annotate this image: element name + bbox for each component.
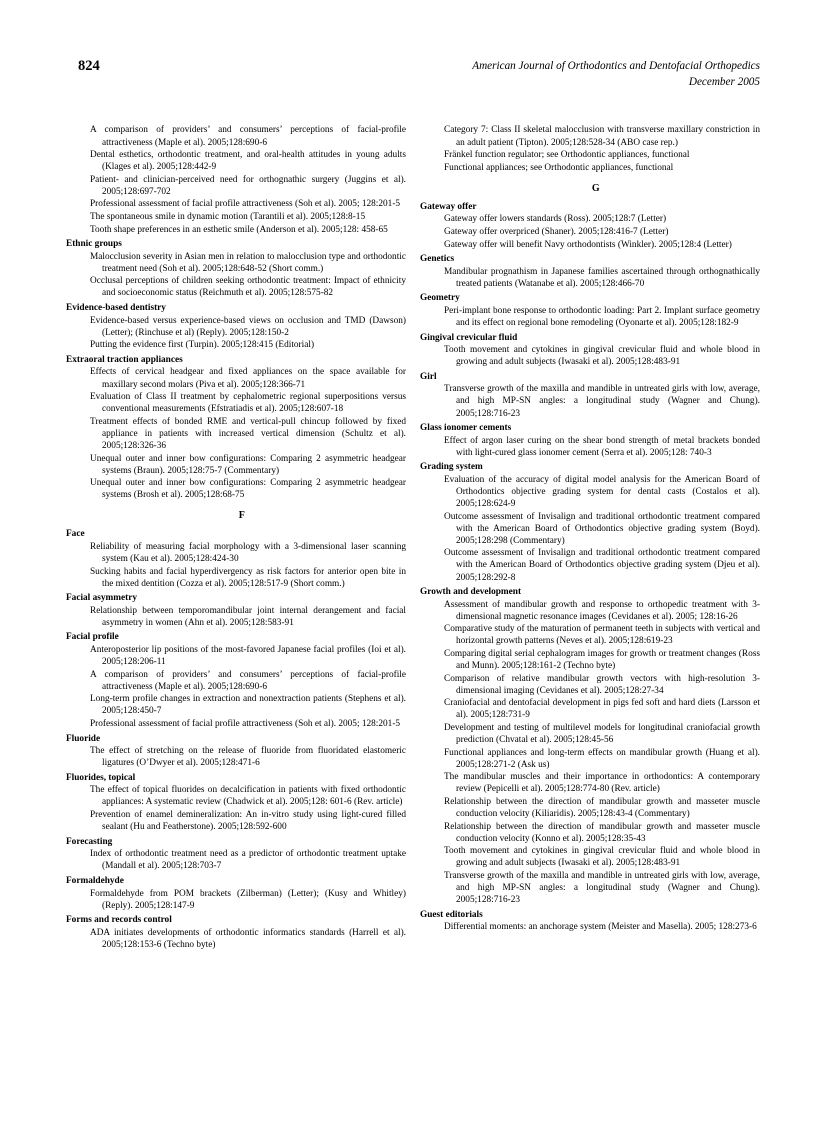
index-entry: The mandibular muscles and their importance in orthodontics: A contemporary review (Pepicelli et al). 2005;128:774-80 (Rev. article) — [444, 772, 760, 795]
index-entry: Relationship between the direction of mandibular growth and masseter muscle conduction velocity (Konno et al). 2005;128:35-43 — [444, 821, 760, 844]
index-entry: Evaluation of the accuracy of digital model analysis for the American Board of Orthodontics objective grading system for dental casts (Costalos et al). 2005;128:624-9 — [444, 474, 760, 510]
index-entry: Gateway offer overpriced (Shaner). 2005;128:416-7 (Letter) — [444, 226, 669, 237]
alphabet-divider: G — [591, 182, 601, 194]
page-number: 824 — [78, 58, 100, 74]
index-entry: Outcome assessment of Invisalign and traditional orthodontic treatment compared with the American Board of Orthodontics objective grading system (Boyd). 2005;128:298 (Commentary) — [444, 511, 760, 546]
index-entry: Relationship between temporomandibular joint internal derangement and facial asymmetry in women (Ahn et al). 2005;128:583-91 — [90, 605, 406, 628]
index-entry: Unequal outer and inner bow configurations: Comparing 2 asymmetric headgear systems (Braun). 2005;128:75-7 (Commentary) — [90, 453, 406, 476]
index-entry: Functional appliances; see Orthodontic appliances, functional — [444, 162, 674, 173]
index-entry: Transverse growth of the maxilla and mandible in untreated girls with low, average, and high MP-SN angles: a longitudinal study (Wagner and Chung). 2005;128:716-23 — [444, 384, 760, 419]
index-entry: Evidence-based versus experience-based views on occlusion and TMD (Dawson) (Letter); (Rinchuse et al) (Reply). 2005;128:150-2 — [90, 315, 406, 338]
index-entry: Differential moments: an anchorage system (Meister and Masella). 2005; 128:273-6 — [444, 922, 757, 933]
index-entry: Prevention of enamel demineralization: An in-vitro study using light-cured filled sealant (Hu and Featherstone). 2005;128:592-600 — [90, 810, 406, 833]
index-entry: Fränkel function regulator; see Orthodontic appliances, functional — [444, 150, 690, 161]
index-entry: Tooth shape preferences in an esthetic smile (Anderson et al). 2005;128: 458-65 — [90, 224, 388, 235]
journal-issue-date: December 2005 — [688, 76, 760, 89]
index-heading: Guest editorials — [420, 909, 483, 920]
index-entry: Putting the evidence first (Turpin). 2005;128:415 (Editorial) — [90, 340, 315, 351]
index-heading: Forecasting — [66, 836, 113, 847]
index-heading: Extraoral traction appliances — [66, 354, 183, 365]
index-entry: Comparing digital serial cephalogram images for growth or treatment changes (Ross and Munn). 2005;128:161-2 (Techno byte) — [444, 649, 760, 672]
index-entry: Evaluation of Class II treatment by cephalometric regional superpositions versus conventional measurements (Efstratiadis et al). 2005;128:607-18 — [90, 392, 406, 415]
index-entry: Mandibular prognathism in Japanese families ascertained through orthognathically treated patients (Watanabe et al). 2005;128:466-70 — [444, 266, 760, 289]
index-entry: Effects of cervical headgear and fixed appliances on the space available for maxillary second molars (Piva et al). 2005;128:366-71 — [90, 367, 406, 390]
page-header — [78, 58, 760, 90]
journal-title: American Journal of Orthodontics and Dentofacial Orthopedics — [472, 60, 760, 72]
index-entry: Peri-implant bone response to orthodontic loading: Part 2. Implant surface geometry and its effect on regional bone remodeling (Oyonarte et al). 2005;128:182-9 — [444, 305, 760, 328]
index-entry: Transverse growth of the maxilla and mandible in untreated girls with low, average, and high MP-SN angles: a longitudinal study (Wagner and Chung). 2005;128:716-23 — [444, 870, 760, 906]
index-entry: The spontaneous smile in dynamic motion (Tarantili et al). 2005;128:8-15 — [90, 212, 366, 223]
index-heading: Face — [66, 529, 85, 540]
index-entry: Outcome assessment of Invisalign and traditional orthodontic treatment compared with the American Board of Orthodontics objective grading system (Djeu et al). 2005;128:292-8 — [444, 548, 760, 583]
index-entry: Craniofacial and dentofacial development in pigs fed soft and hard diets (Larsson et al). 2005;128:731-9 — [444, 698, 760, 721]
index-heading: Geometry — [420, 293, 460, 304]
index-entry: ADA initiates developments of orthodontic informatics standards (Harrell et al). 2005;128:153-6 (Techno byte) — [90, 927, 406, 950]
index-heading: Grading system — [420, 462, 483, 473]
index-heading: Evidence-based dentistry — [66, 303, 166, 314]
index-entry: Professional assessment of facial profile attractiveness (Soh et al). 2005; 128:201-5 — [90, 718, 401, 729]
index-columns — [66, 124, 760, 951]
index-heading: Fluorides, topical — [66, 772, 136, 783]
index-entry: Comparison of relative mandibular growth vectors with high-resolution 3-dimensional imaging (Cevidanes et al). 2005;128:27-34 — [444, 673, 760, 696]
index-heading: Fluoride — [66, 733, 101, 744]
index-entry: Relationship between the direction of mandibular growth and masseter muscle conduction velocity (Kiliaridis). 2005;128:43-4 (Commentary) — [444, 796, 760, 820]
index-entry: The effect of stretching on the release of fluoride from fluoridated elastomeric ligatures (O’Dwyer et al). 2005;128:471-6 — [90, 746, 406, 769]
index-entry: Anteroposterior lip positions of the most-favored Japanese facial profiles (Ioi et al). 2005;128:206-11 — [90, 645, 406, 668]
index-column-left — [66, 124, 406, 951]
index-heading: Growth and development — [420, 587, 522, 598]
index-entry: Functional appliances and long-term effects on mandibular growth (Huang et al). 2005;128:271-2 (Ask us) — [444, 747, 760, 770]
index-entry: Treatment effects of bonded RME and vertical-pull chincup followed by fixed appliance in patients with increased vertical dimension (Schultz et al). 2005;128:326-36 — [90, 416, 406, 451]
index-entry: Occlusal perceptions of children seeking orthodontic treatment: Impact of ethnicity and socioeconomic status (Reichmuth et al). 2005;128:575-82 — [90, 276, 406, 299]
index-entry: Gateway offer lowers standards (Ross). 2005;128:7 (Letter) — [444, 214, 667, 225]
index-column-right — [420, 124, 760, 933]
index-heading: Facial asymmetry — [66, 593, 137, 604]
index-heading: Genetics — [420, 254, 455, 265]
index-entry: Malocclusion severity in Asian men in relation to malocclusion type and orthodontic treatment need (Soh et al). 2005;128:648-52 (Short comm.) — [90, 251, 406, 274]
index-heading: Gateway offer — [420, 201, 477, 212]
index-heading: Forms and records control — [66, 915, 172, 926]
index-entry: Patient- and clinician-perceived need for orthognathic surgery (Juggins et al). 2005;128:697-702 — [90, 174, 406, 197]
index-entry: Gateway offer will benefit Navy orthodontists (Winkler). 2005;128:4 (Letter) — [444, 239, 732, 250]
index-heading: Formaldehyde — [66, 875, 124, 886]
index-entry: Reliability of measuring facial morphology with a 3-dimensional laser scanning system (Kau et al). 2005;128:424-30 — [90, 541, 406, 564]
index-entry: The effect of topical fluorides on decalcification in patients with fixed orthodontic appliances: A systematic review (Chadwick et al). 2005;128: 601-6 (Rev. article) — [90, 785, 406, 808]
index-heading: Glass ionomer cements — [420, 423, 512, 434]
alphabet-divider: F — [238, 510, 246, 522]
index-entry: Unequal outer and inner bow configurations: Comparing 2 asymmetric headgear systems (Brosh et al). 2005;128:68-75 — [90, 478, 406, 501]
index-entry: A comparison of providers’ and consumers’ perceptions of facial-profile attractiveness (Maple et al). 2005;128:690-6 — [90, 669, 406, 692]
index-entry: Comparative study of the maturation of permanent teeth in subjects with vertical and horizontal growth patterns (Neves et al). 2005;128:619-23 — [444, 624, 760, 647]
journal-info — [472, 58, 760, 90]
index-entry: Development and testing of multilevel models for longitudinal craniofacial growth prediction (Chvatal et al). 2005;128:45-56 — [444, 722, 760, 746]
index-heading: Girl — [420, 371, 437, 382]
index-entry: Tooth movement and cytokines in gingival crevicular fluid and whole blood in growing and adult subjects (Iwasaki et al). 2005;128:483-91 — [444, 345, 760, 368]
index-entry: Tooth movement and cytokines in gingival crevicular fluid and whole blood in growing and adult subjects (Iwasaki et al). 2005;128:483-91 — [444, 846, 760, 869]
index-heading: Gingival crevicular fluid — [420, 332, 518, 343]
index-entry: Category 7: Class II skeletal malocclusion with transverse maxillary constriction in an adult patient (Tipton). 2005;128:528-34 (ABO case rep.) — [444, 125, 760, 148]
index-entry: Assessment of mandibular growth and response to orthopedic treatment with 3-dimensional magnetic resonance images (Cevidanes et al). 2005; 128:16-26 — [444, 599, 760, 622]
index-entry: Effect of argon laser curing on the shear bond strength of metal brackets bonded with light-cured glass ionomer cement (Serra et al). 2005;128: 740-3 — [444, 435, 760, 458]
index-entry: Dental esthetics, orthodontic treatment, and oral-health attitudes in young adults (Klages et al). 2005;128:442-9 — [90, 150, 406, 173]
index-entry: Index of orthodontic treatment need as a predictor of orthodontic treatment uptake (Mandall et al). 2005;128:703-7 — [90, 849, 406, 872]
index-entry: A comparison of providers’ and consumers’ perceptions of facial-profile attractiveness (Maple et al). 2005;128:690-6 — [90, 125, 406, 148]
index-heading: Facial profile — [66, 632, 119, 643]
index-entry: Sucking habits and facial hyperdivergency as risk factors for anterior open bite in the mixed dentition (Cozza et al). 2005;128:517-9 (Short comm.) — [90, 566, 406, 589]
index-entry: Professional assessment of facial profile attractiveness (Soh et al). 2005; 128:201-5 — [90, 199, 401, 210]
index-entry: Formaldehyde from POM brackets (Zilberman) (Letter); (Kusy and Whitley) (Reply). 2005;128:147-9 — [90, 888, 406, 911]
index-heading: Ethnic groups — [66, 239, 122, 250]
index-entry: Long-term profile changes in extraction and nonextraction patients (Stephens et al). 2005;128:450-7 — [90, 694, 406, 717]
